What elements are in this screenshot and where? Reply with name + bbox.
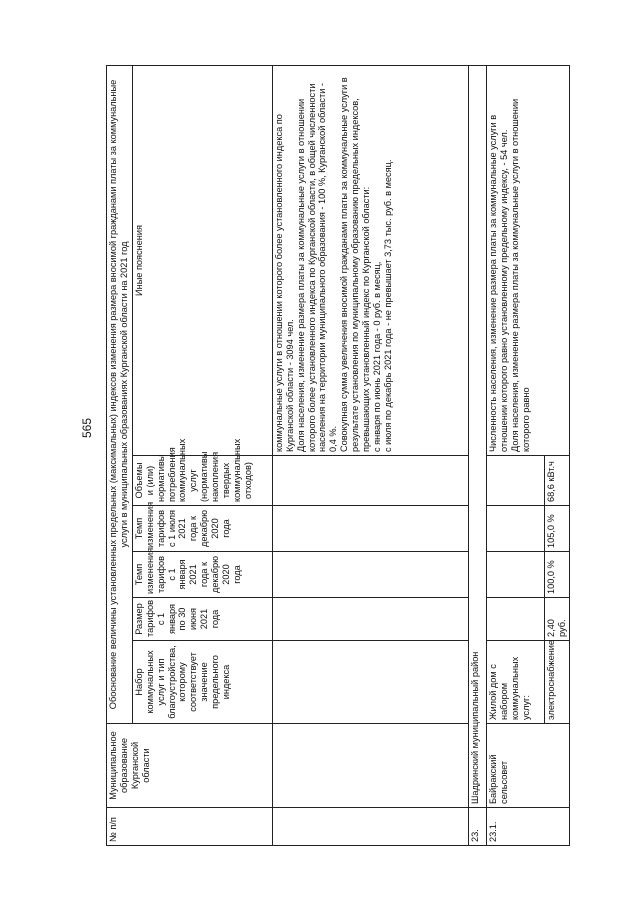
cell-notes: Численность населения, изменение размера платы за коммунальные услуги в отношении которого равно установленному предельному индексу, - 54 чел. Доля населения, изменение размера платы за коммунальные услуги в отношении которого равно xyxy=(487,65,570,455)
table-row-district xyxy=(469,65,487,845)
cell-empty xyxy=(273,456,469,506)
cell-tariff-change-jan: 100,0 % xyxy=(545,552,570,598)
cell-district-num: 23. xyxy=(469,808,487,846)
header-tariff-change-jan: Темп изменения тарифов с 1 января 2021 года к декабрю 2020 года xyxy=(133,552,273,598)
cell-services: Жилой дом с набором коммунальных услуг: xyxy=(487,641,545,724)
cell-empty xyxy=(487,506,545,552)
header-services: Набор коммунальных услуг и тип благоустройства, которому соответствует значение предельного индекса xyxy=(133,641,273,724)
rotated-table-sheet xyxy=(106,66,602,846)
table-row-continued xyxy=(273,65,469,845)
header-tariff-size: Размер тарифов с 1 января по 30 июня 2021 года xyxy=(133,598,273,641)
header-justification: Обоснование величины установленных предельных (максимальных) индексов изменения размера вносимой гражданами платы за коммунальные услуги в муниципальных образованиях Курганской области на 2021 год xyxy=(107,65,133,723)
cell-empty xyxy=(273,808,469,846)
header-volumes: Объемы и (или) нормативы потребления коммунальных услуг (нормативы накопления твердых коммунальных отходов) xyxy=(133,456,273,506)
cell-empty xyxy=(273,641,469,724)
tariff-index-table xyxy=(106,65,570,846)
cell-notes-continued: коммунальные услуги в отношении которого более установленного индекса по Курганской области - 3094 чел. Доля населения, изменение размера платы за коммунальные услуги в отношении которого более установленного индекса по Курганской области, в общей численности населения на территории муниципального образования - 100 %, Курганской области - 0,4 %. Совокупная сумма увеличения вносимой гражданами платы за коммунальные услуги в результате установления по муниципальному образованию предельных индексов, превышающих установленный индекс по Курганской области: с января по июнь 2021 года - 0 руб. в месяц, с июля по декабрь 2021 года - не превышает 3,73 тыс. руб. в месяц. xyxy=(273,65,469,455)
cell-district-name: Шадринский муниципальный район xyxy=(469,65,487,807)
cell-empty xyxy=(273,506,469,552)
cell-empty xyxy=(487,456,545,506)
cell-volumes: 68,6 кВт.ч xyxy=(545,456,570,506)
header-row-1 xyxy=(107,65,133,845)
cell-tariff-size: 2,40 руб. xyxy=(545,598,570,641)
cell-empty xyxy=(487,598,545,641)
cell-empty xyxy=(273,724,469,808)
header-tariff-change-jul: Темп изменения тарифов с 1 июля 2021 года к декабрю 2020 года xyxy=(133,506,273,552)
header-municipality: Муниципальное образование Курганской области xyxy=(107,724,273,808)
header-num: № п/п xyxy=(107,808,273,846)
cell-tariff-change-jul: 105,0 % xyxy=(545,506,570,552)
cell-empty xyxy=(487,552,545,598)
page-number: 565 xyxy=(80,417,94,438)
header-notes: Иные пояснения xyxy=(133,65,273,455)
table-row-23-1 xyxy=(487,65,545,845)
cell-empty xyxy=(273,552,469,598)
cell-row-num: 23.1. xyxy=(487,808,570,846)
cell-empty xyxy=(273,598,469,641)
cell-service-electricity: электроснабжение xyxy=(545,641,570,724)
cell-municipality: Байракский сельсовет xyxy=(487,724,570,808)
